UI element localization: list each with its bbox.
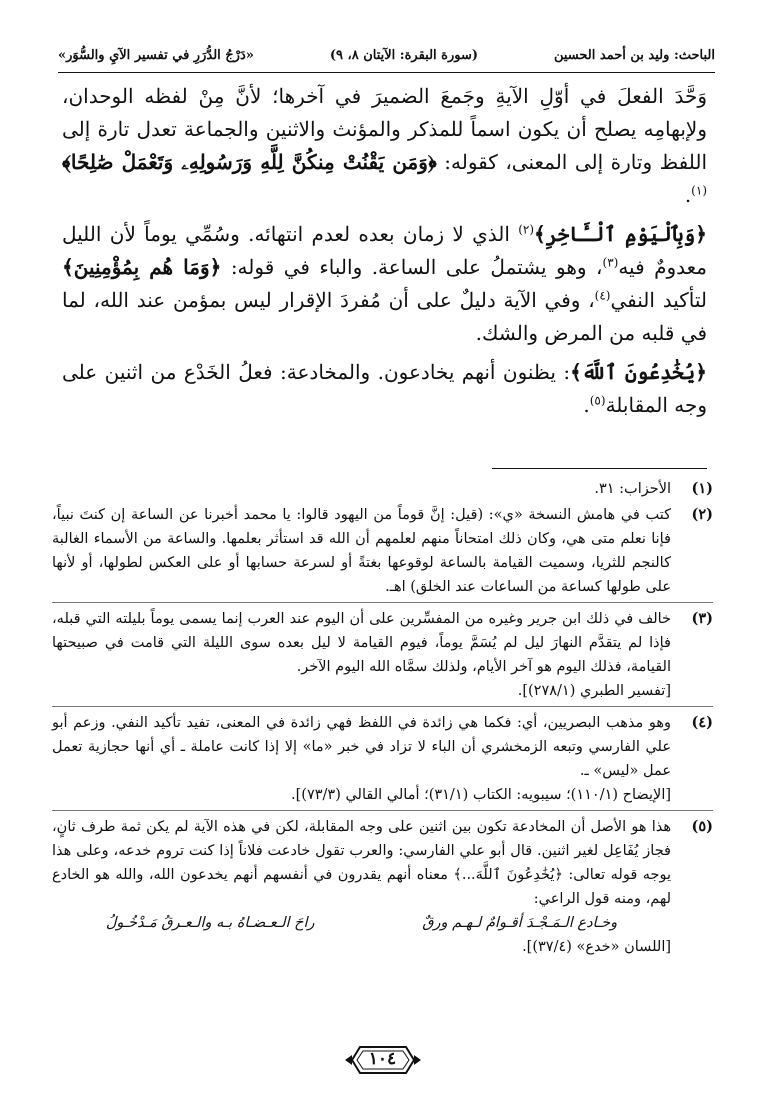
page-number-ornament	[344, 1043, 422, 1077]
p2-text-2: ، وهو يشتملُ على الساعة. والباء في قوله:	[221, 255, 603, 279]
header-rule	[58, 72, 715, 73]
footnote-citation: [تفسير الطبري (٢٧٨/١)].	[517, 683, 671, 699]
footnote-ref-4[interactable]: (٤)	[594, 288, 611, 303]
footnote-rule	[492, 468, 707, 469]
footnote-text: خالف في ذلك ابن جرير وغيره من المفسِّرين على أن اليوم عند العرب إنما يسمى يوماً بليلته التي قبله، فإذا لم يتقدَّم النهارَ ليل لم يُسَمَّ يوماً، فيوم القيامة لا ليل بعده سوى الليلة التي قامت في صبيحتها القيامة، فذلك اليوم هو آخر الأيام، ولذلك سمَّاه الله اليوم الآخر.	[52, 611, 671, 675]
header-book-title: «دَرْجُ الدُّرَرِ في تفسير الآيِ والسُّوَر»	[58, 47, 254, 63]
footnote-text: كتب في هامش النسخة «ي»: (قيل: إنَّ قوماً من اليهود قالوا: يا محمد أخبرنا عن الساعة إن كنتَ نبياً، فإنا نعلم متى هي، وكان ذلك امتحاناً منهم لعلمهم أن الله قد استأثر بعلمها. والساعة من الأسماء الغالبة كالنجم للثريا، وسميت القيامة بالساعة لوقوعها بغتةً أو لسرعة حسابها أو على العكس لطولها، أو لأنها على طولها كساعة من الساعات عند الخلق) اهـ.	[52, 507, 671, 595]
p3-text-1: : يظنون أنهم يخادعون. والمخادعة: فعلُ الخَدْع من اثنين على وجه المقابلة	[62, 360, 707, 417]
footnote-3	[52, 607, 713, 703]
footnote-divider	[52, 602, 713, 603]
footnote-number: (١)	[691, 480, 713, 497]
footnote-divider	[52, 810, 713, 811]
paragraph-1	[62, 80, 707, 212]
footnote-1	[52, 477, 713, 501]
poetry-verse	[52, 911, 671, 935]
paragraph-2	[62, 218, 707, 350]
p1-text: وَحَّدَ الفعلَ في أوّلِ الآيةِ وجَمعَ الضميرَ في آخرها؛ لأنَّ مِنْ لفظه الوحدان، ولإبهامِه يصلح أن يكون اسماً للمذكر والمؤنث والاثنين والجماعة تعدل تارة إلى اللفظ وتارة إلى المعنى، كقوله:	[62, 84, 708, 174]
footnote-text: وهو مذهب البصريين، أي: فكما هي زائدة في اللفظ فهي زائدة في المعنى، تفيد تأكيد النفي. وزعم أبو علي الفارسي وتبعه الزمخشري أن الباء لا تزاد في خبر «ما» إلا إذا كانت عاملة ـ أي أنها حجازية تعمل عمل «ليس» ـ.	[52, 715, 671, 779]
footnote-citation: [الإيضاح (١١٠/١)؛ سيبويه: الكتاب (٣١/١)؛ أمالي القالي (٧٣/٣)].	[291, 787, 671, 803]
verse-second-hemistich: راحَ الـعـضـاهُ بـه والـعـرقُ مَـدْخُـولُ	[105, 915, 315, 931]
footnote-ref-5[interactable]: (٥)	[589, 393, 606, 408]
verse-first-hemistich: وخـادع الـمَـجْـدَ أقـوامٌ لـهـم ورقٌ	[422, 915, 618, 931]
quran-quote-last-day: ﴿وَبِٱلْيَوْمِ ٱلْـَٔاخِرِ﴾	[534, 222, 707, 246]
main-text	[62, 80, 707, 428]
running-header	[58, 40, 715, 70]
footnote-number: (٣)	[691, 610, 713, 627]
footnote-2	[52, 503, 713, 599]
footnote-ref-1[interactable]: (١)	[691, 183, 707, 198]
paragraph-3	[62, 356, 707, 422]
quran-quote-believers: ﴿وَمَا هُم بِمُؤْمِنِينَ﴾	[62, 255, 222, 279]
p2-text-3: لتأكيد النفي	[610, 288, 707, 312]
footnote-number: (٥)	[691, 818, 713, 835]
footnote-text: هذا هو الأصل أن المخادعة تكون بين اثنين على وجه المقابلة، لكن في هذه الآية لم يكن ثمة طرف ثانٍ، فجاز يُفَاعِل لغير اثنين. قال أبو علي الفارسي: والعرب تقول خادعت فلاناً إذا كنت تروم خدعه، وعلى هذا يوجه قوله تعالى: ﴿يُخَٰدِعُونَ ٱللَّهَ...﴾ معناه أنهم يقدرون في أنفسهم أنهم يخدعون الله، والله هو الخادع لهم، ومنه قول الراعي:	[52, 819, 671, 907]
footnote-4	[52, 711, 713, 807]
footnote-citation: [اللسان «خدع» (٣٧/٤)].	[522, 939, 671, 955]
p2-text-1: الذي لا زمان بعده لعدم انتهائه. وسُمِّي يوماً لأن الليل معدومٌ فيه	[62, 222, 708, 279]
footnotes	[52, 477, 713, 961]
page-number: ١٠٤	[368, 1049, 397, 1069]
p1-end: .	[684, 183, 692, 207]
quran-quote-deceive: ﴿يُخَٰدِعُونَ ٱللَّهَ﴾	[570, 360, 707, 384]
p3-end: .	[583, 393, 590, 417]
p2-text-4: ، وفي الآية دليلٌ على أن مُفردَ الإقرار ليس بمؤمن عند الله، لما في قلبه من المرض والشك.	[62, 288, 707, 345]
header-author: الباحث: وليد بن أحمد الحسين	[553, 47, 715, 63]
footnote-divider	[52, 706, 713, 707]
footnote-5	[52, 815, 713, 959]
quran-quote-ahzab: ﴿وَمَن يَقْنُتْ مِنكُنَّ لِلَّهِ وَرَسُولِهِۦ وَتَعْمَلْ صَٰلِحًا﴾	[62, 150, 437, 174]
footnote-number: (٢)	[691, 506, 713, 523]
footnote-ref-3[interactable]: (٣)	[602, 255, 619, 270]
footnote-number: (٤)	[691, 714, 713, 731]
header-section: (سورة البقرة: الآيتان ٨، ٩)	[329, 47, 479, 63]
footnote-text: الأحزاب: ٣١.	[594, 481, 671, 497]
footnote-ref-2[interactable]: (٢)	[518, 222, 535, 237]
